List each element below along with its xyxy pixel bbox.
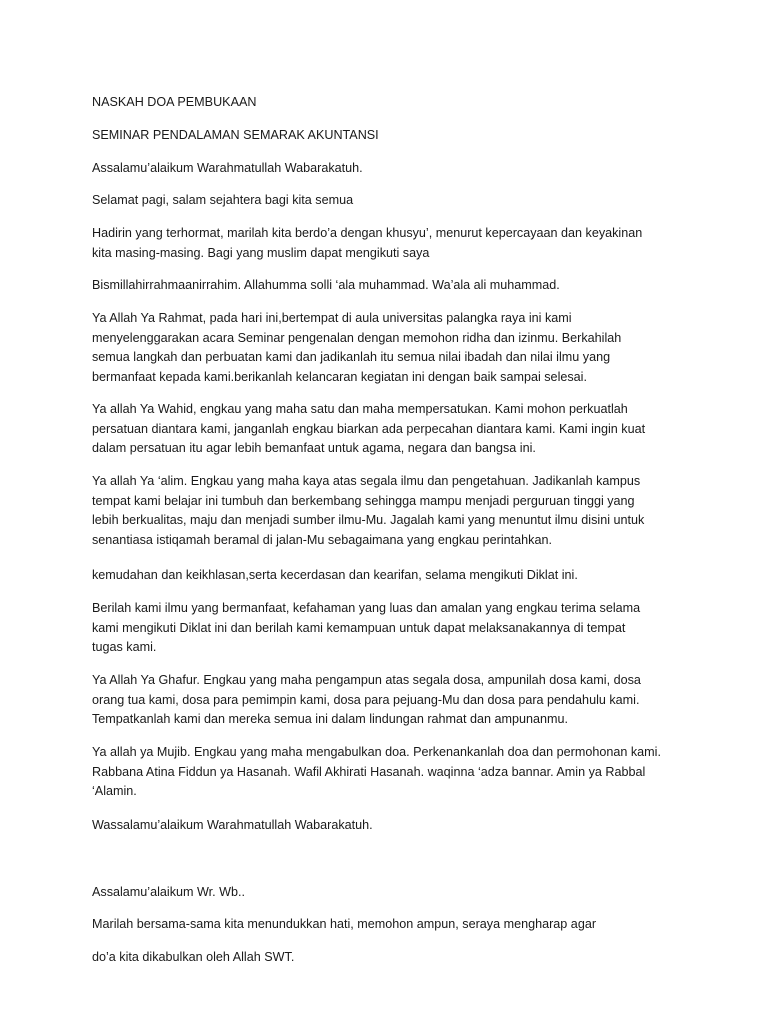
paragraph-invitation: [92, 224, 692, 263]
text-line: Assalamu’alaikum Warahmatullah Wabarakatuh.: [92, 161, 363, 175]
text-line: dalam persatuan itu agar lebih bemanfaat untuk agama, negara dan bangsa ini.: [92, 441, 536, 455]
text-line: semua langkah dan perbuatan kami dan jadikanlah itu semua nilai ibadah dan nilai ilmu yang: [92, 350, 611, 364]
paragraph-ya-mujib: [92, 743, 692, 802]
paragraph-welcome: [92, 191, 692, 211]
text-line: Ya allah ya Mujib. Engkau yang maha mengabulkan doa. Perkenankanlah doa dan permohonan kami.: [92, 745, 661, 759]
paragraph-salam-wr-wb: [92, 883, 692, 903]
text-line: senantiasa istiqamah beramal di jalan-Mu sebagaimana yang engkau perintahkan.: [92, 532, 552, 547]
text-line: Marilah bersama-sama kita menundukkan hati, memohon ampun, seraya mengharap agar: [92, 917, 597, 931]
text-line: Rabbana Atina Fiddun ya Hasanah. Wafil Akhirati Hasanah. waqinna ‘adza bannar. Amin ya Rabbal: [92, 764, 646, 779]
paragraph-ya-ghafur: [92, 671, 692, 730]
text-line: do’a kita dikabulkan oleh Allah SWT.: [92, 950, 295, 964]
text-line: tugas kami.: [92, 640, 157, 654]
text-line: Wassalamu’alaikum Warahmatullah Wabarakatuh.: [92, 818, 373, 832]
text-line: tempat kami belajar ini tumbuh dan berkembang sehingga mampu menjadi perguruan tinggi yang: [92, 493, 635, 508]
text-line: Bismillahirrahmaanirrahim. Allahumma solli ‘ala muhammad. Wa’ala ali muhammad.: [92, 278, 560, 292]
document-subtitle: SEMINAR PENDALAMAN SEMARAK AKUNTANSI: [92, 128, 379, 142]
text-line: Hadirin yang terhormat, marilah kita berdo’a dengan khusyu’, menurut kepercayaan dan keyakinan: [92, 226, 643, 240]
text-line: Ya Allah Ya Ghafur. Engkau yang maha pengampun atas segala dosa, ampunilah dosa kami, dosa: [92, 673, 641, 687]
paragraph-berilah: [92, 599, 692, 658]
paragraph-ya-wahid: [92, 400, 692, 459]
text-line: Ya allah Ya Wahid, engkau yang maha satu dan maha mempersatukan. Kami mohon perkuatlah: [92, 402, 628, 416]
text-line: lebih berkualitas, maju dan menjadi sumber ilmu-Mu. Jagalah kami yang menuntut ilmu disini untuk: [92, 513, 645, 527]
paragraph-doa-kita: [92, 948, 692, 968]
text-line: orang tua kami, dosa para pemimpin kami, dosa para pejuang-Mu dan dosa para pendahulu kami.: [92, 692, 640, 707]
text-line: kemudahan dan keikhlasan,serta kecerdasan dan kearifan, selama mengikuti Diklat ini.: [92, 568, 578, 582]
text-line: persatuan diantara kami, janganlah engkau biarkan ada perpecahan diantara kami. Kami ingin kuat: [92, 421, 646, 436]
text-line: Berilah kami ilmu yang bermanfaat, kefahaman yang luas dan amalan yang engkau terima selama: [92, 601, 641, 615]
text-line: ‘Alamin.: [92, 784, 137, 798]
text-line: kita masing-masing. Bagi yang muslim dapat mengikuti saya: [92, 245, 430, 260]
text-line: menyelenggarakan acara Seminar pengenalan dengan memohon ridha dan izinmu. Berkahilah: [92, 330, 622, 345]
paragraph-marilah: [92, 915, 692, 935]
paragraph-ya-alim: [92, 472, 692, 550]
paragraph-greeting: [92, 159, 692, 179]
paragraph-kemudahan: [92, 566, 692, 586]
text-line: bermanfaat kepada kami.berikanlah kelancaran kegiatan ini dengan baik sampai selesai.: [92, 369, 587, 384]
paragraph-closing-salam: [92, 816, 692, 836]
text-line: Tempatkanlah kami dan mereka semua ini dalam lindungan rahmat dan ampunanmu.: [92, 712, 569, 726]
text-line: Assalamu’alaikum Wr. Wb..: [92, 885, 246, 899]
text-line: Selamat pagi, salam sejahtera bagi kita semua: [92, 193, 354, 207]
paragraph-bismillah: [92, 276, 692, 296]
text-line: kami mengikuti Diklat ini dan berilah kami kemampuan untuk dapat melaksanakannya di tempat: [92, 620, 626, 635]
text-line: Ya Allah Ya Rahmat, pada hari ini,bertempat di aula universitas palangka raya ini kami: [92, 311, 572, 325]
document-title: NASKAH DOA PEMBUKAAN: [92, 95, 257, 109]
text-line: Ya allah Ya ‘alim. Engkau yang maha kaya atas segala ilmu dan pengetahuan. Jadikanlah kampus: [92, 474, 641, 488]
paragraph-ya-rahmat: [92, 309, 692, 387]
